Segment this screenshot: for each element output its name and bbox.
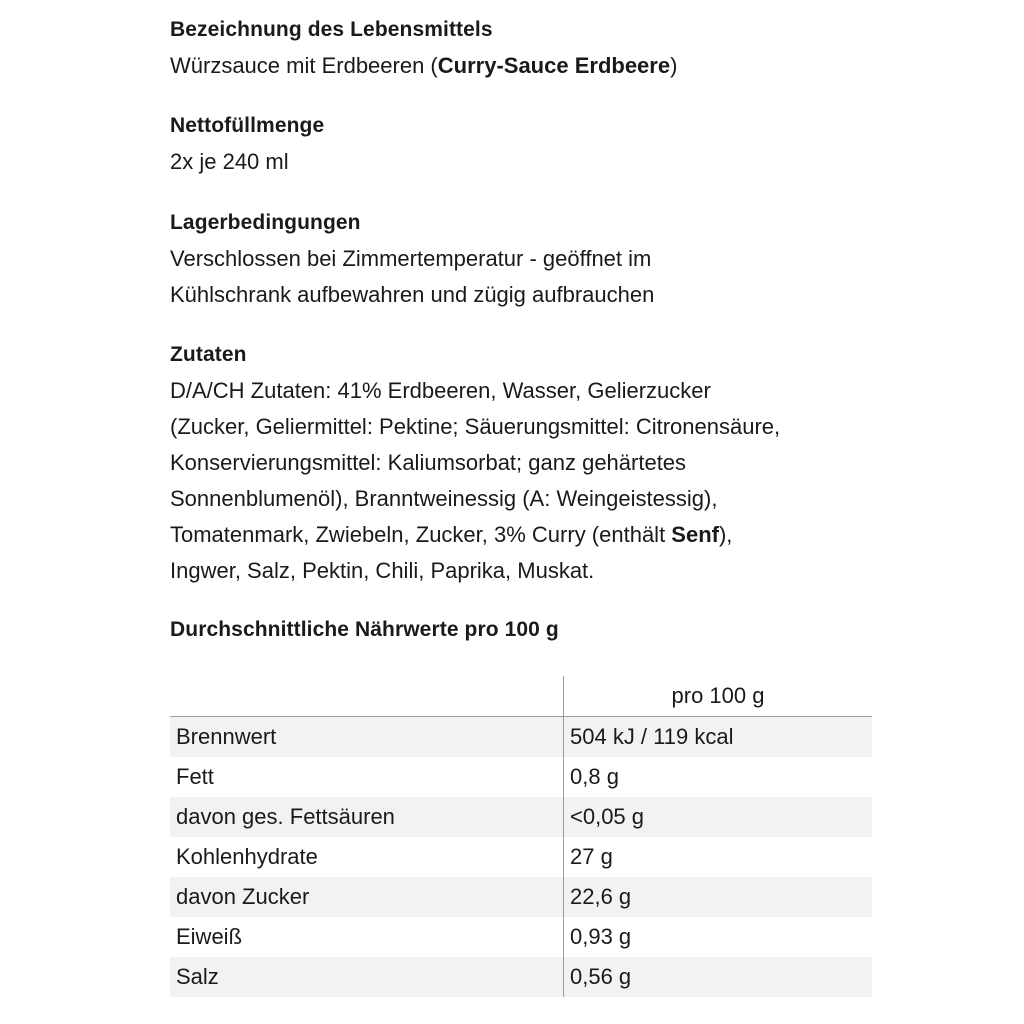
- allergen-mustard: Senf: [671, 522, 719, 547]
- nutrient-name: Kohlenhydrate: [176, 844, 318, 869]
- section-food-name: [170, 12, 880, 84]
- nutrient-name: davon ges. Fettsäuren: [170, 797, 564, 837]
- table-row: [170, 877, 872, 917]
- food-name-text: [170, 48, 880, 84]
- ingredients-line: Konservierungsmittel: Kaliumsorbat; ganz gehärtetes: [170, 450, 687, 475]
- ingredients-line5-after: ),: [718, 522, 733, 547]
- nutrient-value: 0,8 g: [564, 757, 873, 797]
- nutrition-header-row: [170, 676, 872, 717]
- storage-line: Kühlschrank aufbewahren und zügig aufbrauchen: [170, 282, 655, 307]
- table-row: [170, 757, 872, 797]
- storage-line: Verschlossen bei Zimmertemperatur - geöffnet im: [170, 246, 652, 271]
- ingredients-line: D/A/CH Zutaten: 41% Erdbeeren, Wasser, Gelierzucker: [170, 378, 711, 403]
- food-name-text-before: Würzsauce mit Erdbeeren (: [170, 53, 438, 78]
- ingredients-line: Ingwer, Salz, Pektin, Chili, Paprika, Muskat.: [170, 558, 595, 583]
- table-row: [170, 797, 872, 837]
- table-row: [170, 957, 872, 997]
- storage-heading: Lagerbedingungen: [170, 211, 361, 234]
- nutrient-name: Brennwert: [170, 717, 564, 758]
- nutrient-value: 22,6 g: [564, 877, 873, 917]
- nutrition-table: [170, 676, 872, 997]
- ingredients-line: (Zucker, Geliermittel: Pektine; Säuerungsmittel: Citronensäure,: [170, 414, 781, 439]
- nutrition-heading: Durchschnittliche Nährwerte pro 100 g: [170, 618, 559, 641]
- food-name-bold: Curry-Sauce Erdbeere: [437, 53, 671, 78]
- nutrient-value: 0,93 g: [564, 917, 873, 957]
- table-row: [170, 717, 872, 758]
- table-row: [170, 837, 872, 877]
- nutrient-value: 27 g: [564, 837, 873, 877]
- ingredients-line5-before: Tomatenmark, Zwiebeln, Zucker, 3% Curry (enthält: [170, 522, 672, 547]
- food-name-heading: Bezeichnung des Lebensmittels: [170, 18, 493, 41]
- nutrition-column-header: pro 100 g: [564, 676, 873, 717]
- nutrient-value: 504 kJ / 119 kcal: [564, 717, 873, 758]
- nutrient-name: davon Zucker: [170, 877, 564, 917]
- ingredients-heading: Zutaten: [170, 343, 247, 366]
- section-nutrition: [170, 612, 880, 648]
- section-net-quantity: [170, 108, 880, 180]
- ingredients-line: [170, 517, 880, 553]
- net-quantity-heading: Nettofüllmenge: [170, 114, 325, 137]
- nutrient-value: 0,56 g: [564, 957, 873, 997]
- food-name-text-after: ): [670, 53, 678, 78]
- nutrient-name: Eiweiß: [176, 924, 243, 949]
- ingredients-line: Sonnenblumenöl), Branntweinessig (A: Weingeistessig),: [170, 486, 718, 511]
- net-quantity-text: 2x je 240 ml: [170, 149, 289, 174]
- section-storage: [170, 205, 880, 313]
- nutrient-name: Fett: [176, 764, 214, 789]
- nutrient-value: <0,05 g: [564, 797, 873, 837]
- nutrient-name: Salz: [170, 957, 564, 997]
- nutrition-header-blank: [170, 676, 564, 717]
- table-row: [170, 917, 872, 957]
- section-ingredients: [170, 337, 880, 589]
